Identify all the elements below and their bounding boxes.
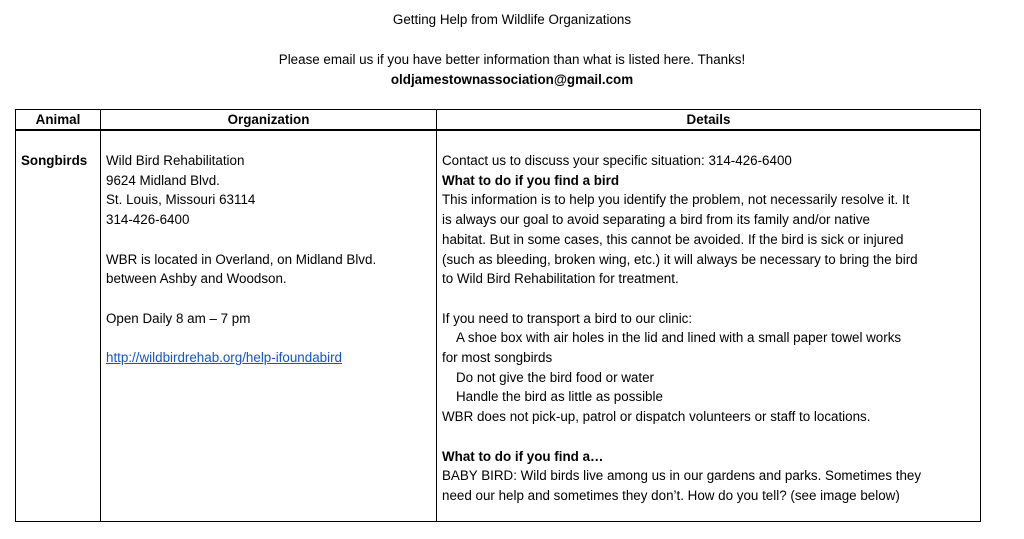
organization-phone: 314-426-6400 — [106, 212, 190, 228]
details-baby-bird-line: BABY BIRD: Wild birds live among us in our gardens and parks. Sometimes they — [442, 468, 922, 484]
organization-city: St. Louis, Missouri 63114 — [106, 192, 256, 208]
details-heading-find-bird: What to do if you find a bird — [442, 172, 620, 188]
animal-cell: Songbirds — [16, 130, 101, 522]
details-transport-item: Do not give the bird food or water — [456, 369, 654, 385]
organization-location-line2: between Ashby and Woodson. — [106, 271, 287, 287]
contact-email: oldjamestownassociation@gmail.com — [390, 72, 634, 87]
details-paragraph-line: habitat. But in some cases, this cannot be avoided. If the bird is sick or injured — [442, 231, 904, 247]
organizations-table — [15, 109, 981, 522]
details-transport-intro: If you need to transport a bird to our clinic: — [442, 310, 693, 326]
details-heading-find-a: What to do if you find a… — [442, 448, 604, 464]
column-header-organization: Organization — [101, 110, 437, 131]
details-paragraph-line: This information is to help you identify the problem, not necessarily resolve it. It — [442, 192, 910, 208]
organization-street: 9624 Midland Blvd. — [106, 172, 220, 188]
details-cell — [437, 130, 981, 522]
details-transport-item: Handle the bird as little as possible — [456, 389, 663, 405]
details-paragraph-line: (such as bleeding, broken wing, etc.) it will always be necessary to bring the bird — [442, 251, 918, 267]
organization-name: Wild Bird Rehabilitation — [106, 153, 245, 168]
details-baby-bird-line: need our help and sometimes they don’t. How do you tell? (see image below) — [442, 487, 900, 503]
details-paragraph-line: to Wild Bird Rehabilitation for treatment. — [442, 271, 679, 287]
organization-cell — [101, 130, 437, 522]
column-header-details: Details — [437, 110, 981, 131]
organization-website-link[interactable]: http://wildbirdrehab.org/help-ifoundabird — [106, 349, 342, 365]
details-contact: Contact us to discuss your specific situation: 314-426-6400 — [442, 153, 792, 168]
details-transport-item: A shoe box with air holes in the lid and lined with a small paper towel works — [456, 330, 902, 346]
intro-text: Please email us if you have better information than what is listed here. Thanks! — [278, 52, 746, 67]
details-paragraph-line: is always our goal to avoid separating a bird from its family and/or native — [442, 212, 870, 228]
table-header-row — [16, 110, 981, 131]
page-title: Getting Help from Wildlife Organizations — [392, 12, 632, 27]
organization-hours: Open Daily 8 am – 7 pm — [106, 310, 251, 326]
details-no-pickup: WBR does not pick-up, patrol or dispatch volunteers or staff to locations. — [442, 409, 871, 425]
organization-location-line1: WBR is located in Overland, on Midland Blvd. — [106, 251, 377, 267]
details-transport-item: for most songbirds — [442, 350, 553, 366]
column-header-animal: Animal — [16, 110, 101, 131]
table-row — [16, 130, 981, 522]
